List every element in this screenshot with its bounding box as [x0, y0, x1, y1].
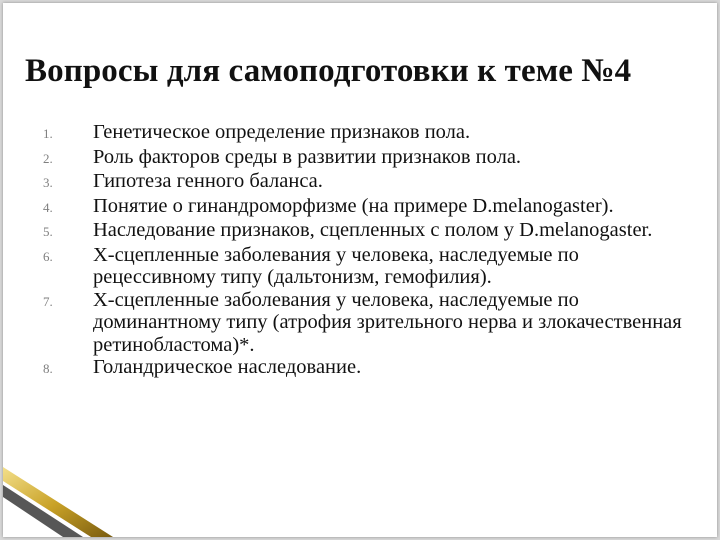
item-number: 2. — [43, 150, 53, 166]
item-number: 7. — [43, 293, 53, 309]
item-number: 4. — [43, 199, 53, 215]
slide — [3, 3, 717, 537]
item-text: Голандрическое наследование. — [93, 356, 362, 378]
item-number: 5. — [43, 224, 53, 239]
list-item — [43, 244, 683, 289]
item-text: Роль факторов среды в развитии признаков пола. — [93, 145, 522, 168]
item-number: 8. — [43, 361, 53, 376]
item-number: 3. — [43, 175, 53, 190]
list-item — [43, 289, 683, 357]
item-number: 1. — [43, 126, 53, 141]
item-number: 6. — [43, 248, 53, 264]
item-text: Х-сцепленные заболевания у человека, наследуемые по доминантному типу (атрофия зрительного нерва и злокачественная ретинобластома)*. — [93, 288, 682, 356]
list-item — [43, 121, 683, 146]
item-text: Понятие о гинандроморфизме (на примере D.melanogaster). — [93, 194, 614, 217]
item-text: Генетическое определение признаков пола. — [93, 121, 471, 143]
list-item — [43, 219, 683, 244]
item-text: Гипотеза генного баланса. — [93, 170, 323, 192]
item-text: Х-сцепленные заболевания у человека, наследуемые по рецессивному типу (дальтонизм, гемофилия). — [93, 243, 579, 288]
list-item — [43, 170, 683, 195]
questions-list — [43, 121, 683, 381]
corner-decoration — [3, 457, 123, 537]
list-item — [43, 146, 683, 171]
item-text: Наследование признаков, сцепленных с полом у D.melanogaster. — [93, 219, 653, 241]
list-item — [43, 356, 683, 381]
list-item — [43, 195, 683, 220]
slide-title: Вопросы для самоподготовки к теме №4 — [25, 53, 632, 89]
